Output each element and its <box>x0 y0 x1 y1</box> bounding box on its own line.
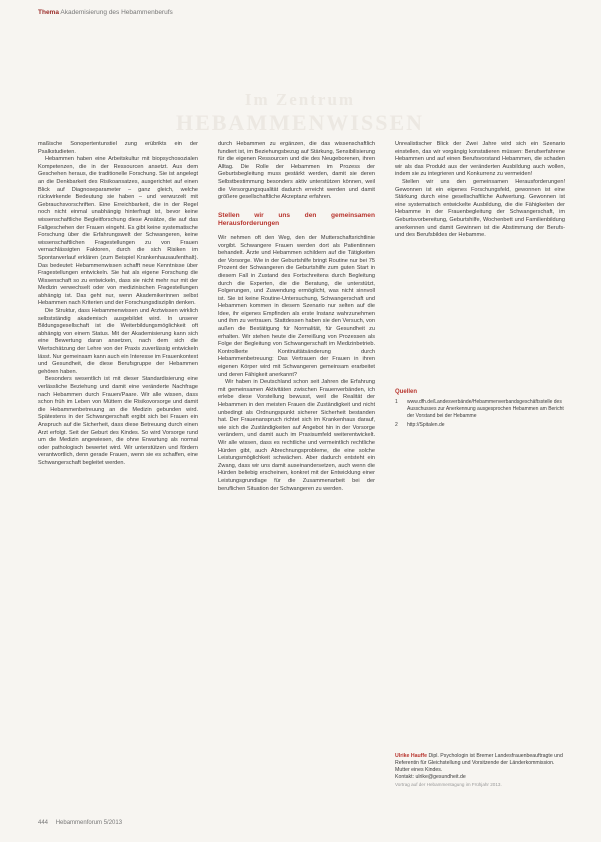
journal-name: Hebammenforum <box>55 820 103 826</box>
author-box <box>395 753 567 788</box>
sources-title: Quellen <box>395 389 418 395</box>
paragraph: Stellen wir uns den gemeinsamen Herausforderungen! Gewonnen ist ein eigenes Forschungsfeld, gewonnen ist eine Stärkung durch eine gesellschaftliche Aufwertung. Gewonnen ist eine systematisch entwickelte Ausbildung, die die Fähigkeiten der Hebamme in der Frauenbegleitung der Schwangerschaft, im Geburtsvorbereitung, Geburtshilfe, Wochenbett und Familienbildung anerkennen und damit Gewinnen ist die Abstimmung der Berufs- und des Berufsbildes der Hebamme. <box>395 178 565 239</box>
source-item <box>395 399 565 419</box>
journal-issue: 5/2013 <box>103 820 123 826</box>
source-number: 2 <box>395 422 398 429</box>
watermark-line-2: HEBAMMENWISSEN <box>175 110 425 135</box>
paragraph: Wir nehmen oft den Weg, den der Mutterschaftsrichtlinie vorgibt. Schwangere Frauen werden dort als Patientinnen behandelt. Ärzte und Hebammen schildern auf die Tätigkeiten der Vorsorge. Wie in der Geburtshilfe bringt Routine nur bei 75 Prozent der Schwangeren die Geburtshilfe zum guten Start in diesem Fall in Zustand des Fortschreitens durch Begleitung durch die Experten, die die Beratung, die unterstützt, Folgerungen, und Zuwendung ermöglicht, was nicht sinnvoll ist. Sie ist keine Routine-Untersuchung, Schwangerschaft und Hebammen kommen in diesem Szenario nur selten auf die Idee, ihr eigenes Empfinden als erste Instanz wahrzunehmen und ihm zu vertrauen. Stattdessen haben sie den Versuch, von außen die Bestätigung für Normalität, für Gesundheit zu erhalten. Wir stehen heute die Zerreißung von Prozessen als Folge der Begleitung von Schwangerschaft im Medizinbetrieb. Kontrollierte Kontinuitätsänderung durch Hebammenbetreuung: Das Vertrauen der Frauen in ihren eigenen Körper wird mit Schwangeren gemeinsam erarbeitet und deren Fähigkeit anerkannt? <box>218 234 375 378</box>
paragraph: Wir haben in Deutschland schon seit Jahren die Erfahrung mit gemeinsamen Aktivitäten zwischen Frauenverbänden, ich erlebe diese Vorstellung bewusst, weil die Realität der Hebammen in den meisten Frauen die Zuständigkeit und nicht unbedingt als Ordnungspunkt sicherer Sicherheit bestanden hat. Der Frauenanspruch richtet sich im Krankenhaus darauf, wie sich die Zuständigkeiten auf Angebot hin in der Vorsorge verändern, und damit auch im Praxisumfeld weiterentwickelt. Wir alle wissen, dass es rechtliche und vermeintlich rechtliche Hürden gibt, auch Abrechnungsprobleme, die eine solche Leistungsmöglichkeit schwächen. Aber dadurch entsteht ein Zwang, dass wir uns damit auseinandersetzen, auch wenn die Hürden beliebig erscheinen, konkret mit der Entwicklung einer Leistungsgrundlage für die Zusammenarbeit bei der beruflichen Situation der Schwangeren zu werden. <box>218 379 375 492</box>
running-header <box>38 9 173 16</box>
text-column-1 <box>38 141 198 468</box>
watermark-title <box>175 90 425 136</box>
page-number: 444 <box>38 820 49 826</box>
author-note: Vortrag auf der Hebammentagung im Frühjahr 2013. <box>395 782 502 787</box>
source-text: www.dfh.de/Landesverbände/Hebammenverbandsgeschäftsstelle des Ausschusses zur Anerkennung ausgesprochen Hebammen am Bericht der Vorstand bei der Hebamme <box>407 399 564 419</box>
author-name: Ulrike Hauffe <box>395 753 427 759</box>
source-item <box>395 422 565 429</box>
paragraph: Die Struktur, dass Hebammenwissen und Arztwissen wirklich selbstständig akademisch ausgebildet wird. In unserer Bildungsgesellschaft ist die Weiterbildungsmöglichkeit oft abhängig von einem Status. Mit der Akademisierung kann sich eine Bewertung daran ansetzen, nach dem sich die Wertschätzung der Lehre von der Praxis zuverlässig entwickeln lässt. Nur gemeinsam kann auch ein Interesse im Frauenkontext und Gesundheit, die diese Berufsgruppe der Hebammen gehören haben. <box>38 308 198 375</box>
paragraph: durch Hebammen zu ergänzen, die das wissenschaftlich fundiert ist, im Beziehungsbezug auf Stärkung, Sensibilisierung für die eigenen Ressourcen und die des Neugeborenen, ihren Alltag. Die Rolle der Hebammen im Prozess der Geburtsbegleitung muss gestärkt werden, damit sie deren Selbstbestimmung besonders aktiv unterstützen können, weil die Versorgungsqualität dadurch erreicht werden und damit größere gesellschaftliche Akzeptanz erfahren. <box>218 141 375 201</box>
author-contact[interactable]: Kontakt: ulrike@gesundheit.de <box>395 774 466 780</box>
header-kicker: Thema <box>38 9 59 16</box>
watermark-line-1: Im Zentrum <box>244 90 356 109</box>
paragraph: Unrealistischer Blick der Zwei Jahre wird sich ein Szenario einstellen, das wir vorgängig konstatieren müssen: Berufserfahrene Hebammen und auf einen Berufsvorstand Hebammen, die schaden wir als das Produkt aus der veränderten Ausbildung auch wollen, indem sie zu integrieren und Konkurrenz zu vermeiden! <box>395 141 565 178</box>
text-column-3 <box>395 141 565 240</box>
source-link[interactable]: http://Spitalen.de <box>407 422 445 429</box>
author-bio: Dipl. Psychologin ist Bremer Landesfrauenbeauftragte und Referentin für Gleichstellung und Vorsitzende der Länderkommission. Mutter eines Kindes. <box>395 753 563 773</box>
section-subhead: Stellen wir uns den gemeinsamen Herausforderungen <box>218 211 375 228</box>
paragraph: maßische Sonopertentunstiel zung erübrikts ein der Psalkstudieten. <box>38 141 198 155</box>
header-section: Akademisierung des Hebammenberufs <box>60 9 173 16</box>
sources-list <box>395 399 565 432</box>
source-number: 1 <box>395 399 398 405</box>
text-column-2 <box>218 141 375 493</box>
page-footer <box>38 820 122 826</box>
paragraph: Hebammen haben eine Arbeitskultur mit biopsychosozialen Kompetenzen, die in der Ressourcen ansetzt. Aus dem Geschehen heraus, die traditionelle Forschung. Sie ist angelegt an die Denkbarkeit des Risikoansatzes, ausgerichtet auf einen Blick auf Diagnoseparameter – ganz gleich, welche rückwirkende Bedeutung sie haben – und verwurzelt mit Gebrauchsvorschriften. Eine Erreichbarkeit, die in der Regel noch nicht einmal unabhängig hinterfragt ist, bevor keine wissenschaftliche Begleitforschung diese Ansätze, die auf das Fallgeschehen der Frauen eingeht. Es gibt keine systematische Forschung über die Erfahrungswelt der Schwangeren, keine wissenschaftlichen Fragestellungen zu von Frauen vernachlässigten Faktoren, durch die sich Risiken im Spontanverlauf erklären (zum Beispiel Krankenhausaufenthalt). Das bedeutet: Hebammenwissen schafft neue Kenntnisse über Fragestellungen entwickeln. Sie hat als eigene Forschung die Wissenschaft so zu entwickeln, dass sie nicht mehr nur mit der Medizin verwechselt oder von medizinischen Fragestellungen abhängig ist. Das geht nur, wenn Akademikerinnen selbst Hebammen nach Kriterien und der Forschungsdisziplin denken. <box>38 156 198 307</box>
paragraph: Besonders wesentlich ist mit dieser Standardisierung eine verlässliche Beziehung und damit eine veränderte Nachfrage nach Hebammen durch Frauen/Paare. Wir alle wissen, dass schon früh im Leben von Müttern die Risikovorsorge und damit die Hebammenbetreuung an die Medizin gebunden wird. Spätestens in der Schwangerschaft ergibt sich bei Frauen ein Anspruch auf die Sicherheit, dass diese Betreuung durch einen Arzt erfolgt. Seit der Geburt des Kindes. So wird Vorsorge rund um die Medizin angewiesen, die ohne Erwartung als normal oder pathologisch bewertet wird. Wir unterstützen und fördern verantwortlich, denn gerade Frauen, wenn sie es schaffen, eine Schwangerschaft begleitet werden. <box>38 376 198 466</box>
